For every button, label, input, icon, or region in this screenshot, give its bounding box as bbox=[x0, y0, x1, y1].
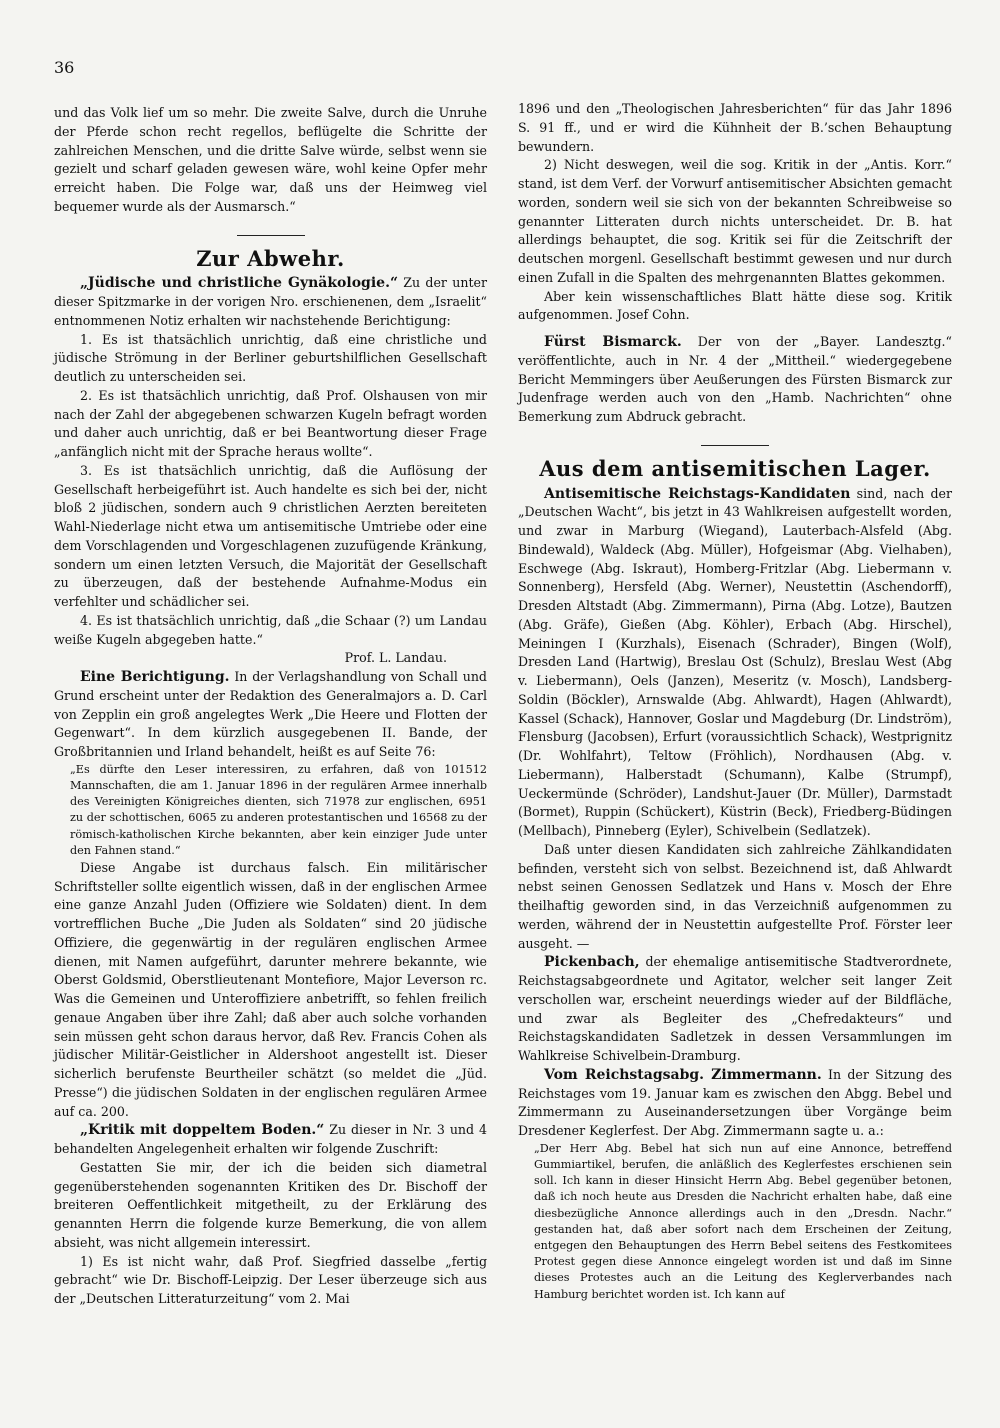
right-column bbox=[518, 100, 952, 1303]
paragraph: Daß unter diesen Kandidaten sich zahlreiche Zählkandidaten befinden, versteht sich von selbst. Bezeichnend ist, daß Ahlwardt nebst seinen Genossen Sedlatzek und Hans v. Mosch der Ehre theilhaftig geworden sind, in das Verzeichniß aufgenommen zu werden, während der in Neustettin aufgestellte Prof. Förster leer ausgeht. — bbox=[518, 841, 952, 951]
article-kritik bbox=[54, 1121, 487, 1159]
article-lead: Vom Reichstagsabg. Zimmermann. bbox=[544, 1066, 822, 1083]
article-lead: „Kritik mit doppeltem Boden.“ bbox=[80, 1122, 325, 1139]
article-lead: Pickenbach, bbox=[544, 954, 640, 971]
article-lead: Eine Berichtigung. bbox=[80, 669, 230, 685]
article-bismarck bbox=[518, 333, 952, 427]
quote: „Der Herr Abg. Bebel hat sich nun auf eine Annonce, betreffend Gummiartikel, berufen, die anläßlich des Keglerfestes erschienen sein soll. Ich kann in dieser Hinsicht Herrn Abg. Bebel gegenüber betonen, daß ich noch heute aus Dresden die Nachricht erhalten habe, daß eine diesbezügliche Annonce allerdings auch in den „Dresdn. Nachr.“ gestanden hat, daß aber sofort nach dem Erscheinen der Zeitung, entgegen den Behauptungen des Herrn Bebel seitens des Festkomitees Protest gegen diese Annonce eingelegt worden ist und daß im Sinne dieses Protestes auch an die Leitung des Keglerverbandes nach Hamburg berichtet worden ist. Ich kann auf bbox=[534, 1141, 952, 1301]
paragraph: 2. Es ist thatsächlich unrichtig, daß Prof. Olshausen von mir nach der Zahl der abgegebenen schwarzen Kugeln befragt worden und daher auch unrichtig, daß er bei Beantwortung dieser Frage „anfänglich nicht mit der Sprache heraus wollte“. bbox=[54, 387, 487, 459]
divider bbox=[237, 235, 305, 236]
signature: Josef Cohn. bbox=[616, 307, 690, 323]
article-gynaekologie bbox=[54, 274, 487, 330]
article-text: Der von der „Bayer. Landesztg.“ veröffentlichte, auch in Nr. 4 der „Mittheil.“ wiedergegebene Bericht Memmingers über Aeußerungen des Fürsten Bismarck zur Judenfrage werden auch von den „Hamb. Nachrichten“ ohne Bemerkung zum Abdruck gebracht. bbox=[518, 334, 952, 424]
divider bbox=[701, 445, 769, 446]
paragraph-text: Aber kein wissenschaftliches Blatt hätte diese sog. Kritik aufgenommen. bbox=[518, 288, 952, 323]
signature: Prof. L. Landau. bbox=[344, 650, 447, 666]
article-zimmermann bbox=[518, 1066, 952, 1141]
article-lead: „Jüdische und christliche Gynäkologie.“ bbox=[80, 275, 398, 292]
paragraph: 1) Es ist nicht wahr, daß Prof. Siegfried dasselbe „fertig gebracht“ wie Dr. Bischoff-Leipzig. Der Leser überzeuge sich aus der „Deutschen Litteraturzeitung“ vom 2. Mai bbox=[54, 1253, 487, 1307]
article-kandidaten bbox=[518, 485, 952, 841]
article-berichtigung bbox=[54, 668, 487, 762]
article-lead: Antisemitische Reichstags-Kandidaten bbox=[544, 485, 851, 502]
paragraph: 1896 und den „Theologischen Jahresberichten“ für das Jahr 1896 S. 91 ff., und er wird die Kühnheit der B.’schen Behauptung bewundern. bbox=[518, 101, 952, 154]
section-title: Zur Abwehr. bbox=[196, 245, 345, 271]
paragraph: 4. Es ist thatsächlich unrichtig, daß „die Schaar (?) um Landau weiße Kugeln abgegeben hatte.“ bbox=[54, 612, 487, 647]
paragraph: 3. Es ist thatsächlich unrichtig, daß die Auflösung der Gesellschaft herbeigeführt ist. Auch handelte es sich bei der, nicht bloß 2 jüdischen, sondern auch 9 christlichen Aerzten bereiteten Wahl-Niederlage nicht etwa um antisemitische Umtriebe oder eine dem Vorschlagenden und Vorgeschlagenen zuzufügende Kränkung, sondern um einen letzten Versuch, die Majorität der Gesellschaft zu überzeugen, daß der bestehende Aufnahme-Modus ein verfehlter und schädlicher sei. bbox=[54, 462, 487, 609]
section-title: Aus dem antisemitischen Lager. bbox=[539, 455, 931, 481]
article-text: der ehemalige antisemitische Stadtverordnete, Reichstagsabgeordnete und Agitator, welcher seit langer Zeit verschollen war, erscheint neuerdings wieder auf der Bildfläche, und zwar als Begleiter des „Chefredakteurs“ und Reichstagskandidaten Sadletzek in dessen Versammlungen im Wahlkreise Schivelbein-Dramburg. bbox=[518, 954, 952, 1063]
page-number: 36 bbox=[54, 58, 75, 77]
paragraph: Gestatten Sie mir, der ich die beiden sich diametral gegenüberstehenden sogenannten Kritiken des Dr. Bischoff der breiteren Oeffentlichkeit mitgetheilt, zu der Erklärung des genannten Herrn die folgende kurze Bemerkung, die von allem absieht, was nicht allgemein interessirt. bbox=[54, 1159, 487, 1250]
left-column bbox=[54, 104, 487, 1309]
article-lead: Fürst Bismarck. bbox=[544, 334, 682, 350]
paragraph: 1. Es ist thatsächlich unrichtig, daß eine christliche und jüdische Strömung in der Berliner geburtshilflichen Gesellschaft deutlich zu unterscheiden sei. bbox=[54, 331, 487, 384]
article-text: sind, nach der „Deutschen Wacht“, bis jetzt in 43 Wahlkreisen aufgestellt worden, und zwar in Marburg (Wiegand), Lauterbach-Alsfeld (Abg. Bindewald), Waldeck (Abg. Müller), Hofgeismar (Abg. Vielhaben), Eschwege (Abg. Iskraut), Homberg-Fritzlar (Abg. Liebermann v. Sonnenberg), Hersfeld (Abg. Werner), Neustettin (Aschendorff), Dresden Altstadt (Abg. Zimmermann), Pirna (Abg. Lotze), Bautzen (Abg. Gräfe), Gießen (Abg. Köhler), Erbach (Abg. Hirschel), Meiningen I (Kurzhals), Eisenach (Schrader), Bingen (Wolf), Dresden Land (Hartwig), Breslau Ost (Schulz), Breslau West (Abg v. Liebermann), Oels (Janzen), Meseritz (v. Mosch), Landsberg-Soldin (Böckler), Arnswalde (Abg. Ahlwardt), Hagen (Ahlwardt), Kassel (Schack), Hannover, Goslar und Magdeburg (Dr. Lindström), Flensburg (Jacobsen), Erfurt (voraussichtlich Schack), Westprignitz (Dr. Wohlfahrt), Teltow (Fröhlich), Nordhausen (Abg. v. Liebermann), Halberstadt (Schumann), Kalbe (Strumpf), Ueckermünde (Schröder), Landshut-Jauer (Dr. Müller), Darmstadt (Bormet), Ruppin (Schückert), Küstrin (Beck), Friedberg-Büdingen (Mellbach), Pinneberg (Eyler), Schivelbein (Sedlatzek). bbox=[518, 485, 952, 838]
quote: „Es dürfte den Leser interessiren, zu erfahren, daß von 101512 Mannschaften, die am 1. Januar 1896 in der regulären Armee innerhalb des Vereinigten Königreiches dienten, sich 71978 zur englischen, 6951 zu der schottischen, 6065 zu anderen protestantischen und 16568 zu der römisch-katholischen Kirche bekannten, aber kein einziger Jude unter den Fahnen stand.“ bbox=[70, 762, 487, 857]
article-text: Zu dieser in Nr. 3 und 4 behandelten Angelegenheit erhalten wir folgende Zuschrift: bbox=[54, 1122, 487, 1157]
article-text: Zu der unter dieser Spitzmarke in der vorigen Nro. erschienenen, dem „Israelit“ entnommenen Notiz erhalten wir nachstehende Berichtigung: bbox=[54, 275, 487, 328]
article-text: In der Sitzung des Reichstages vom 19. Januar kam es zwischen den Abgg. Bebel und Zimmermann zu Auseinandersetzungen über Vorgänge beim Dresdener Keglerfest. Der Abg. Zimmermann sagte u. a.: bbox=[518, 1066, 953, 1138]
paragraph: und das Volk lief um so mehr. Die zweite Salve, durch die Unruhe der Pferde schon recht regellos, beflügelte die Schritte der zahlreichen Menschen, und die dritte Salve würde, selbst wenn sie gezielt und scharf geladen gewesen wäre, wohl keine Opfer mehr erreicht haben. Die Folge war, daß uns der Heimweg viel bequemer wurde als der Ausmarsch.“ bbox=[54, 105, 487, 214]
paragraph bbox=[518, 288, 952, 326]
paragraph: Diese Angabe ist durchaus falsch. Ein militärischer Schriftsteller sollte eigentlich wissen, daß in der englischen Armee eine ganze Anzahl Juden (Offiziere wie Soldaten) dient. In dem vortrefflichen Buche „Die Juden als Soldaten“ sind 20 jüdische Offiziere, die gegenwärtig in der regulären englischen Armee dienen, mit Namen aufgeführt, darunter mehrere bekannte, wie Oberst Goldsmid, Oberstlieutenant Montefiore, Major Leverson rc. Was die Gemeinen und Unteroffiziere anbetrifft, so fehlen freilich genaue Angaben über ihre Zahl; daß aber auch solche vorhanden sein müssen geht schon daraus hervor, daß Rev. Francis Cohen als jüdischer Militär-Geistlicher in Aldershoot angestellt ist. Dieser sicherlich berufenste Beurtheiler schätzt (so meldet die „Jüd. Presse“) die jüdischen Soldaten in der englischen regulären Armee auf ca. 200. bbox=[54, 859, 487, 1119]
paragraph: 2) Nicht deswegen, weil die sog. Kritik in der „Antis. Korr.“ stand, ist dem Verf. der Vorwurf antisemitischer Absichten gemacht worden, sondern weil sie sich von der bekannten Schreibweise so genannter Litteraten durch nichts unterscheidet. Dr. B. hat allerdings behauptet, die sog. Kritik sei für die Zeitschrift der deutschen morgenl. Gesellschaft bestimmt gewesen und nur durch einen Zufall in die Spalten des mehrgenannten Blattes gekommen. bbox=[518, 157, 952, 285]
article-text: In der Verlagshandlung von Schall und Grund erscheint unter der Redaktion des Generalmajors a. D. Carl von Zepplin ein groß angelegtes Werk „Die Heere und Flotten der Gegenwart“. In dem kürzlich ausgegebenen II. Bande, der Großbritannien und Irland behandelt, heißt es auf Seite 76: bbox=[54, 669, 487, 759]
article-pickenbach bbox=[518, 953, 952, 1066]
